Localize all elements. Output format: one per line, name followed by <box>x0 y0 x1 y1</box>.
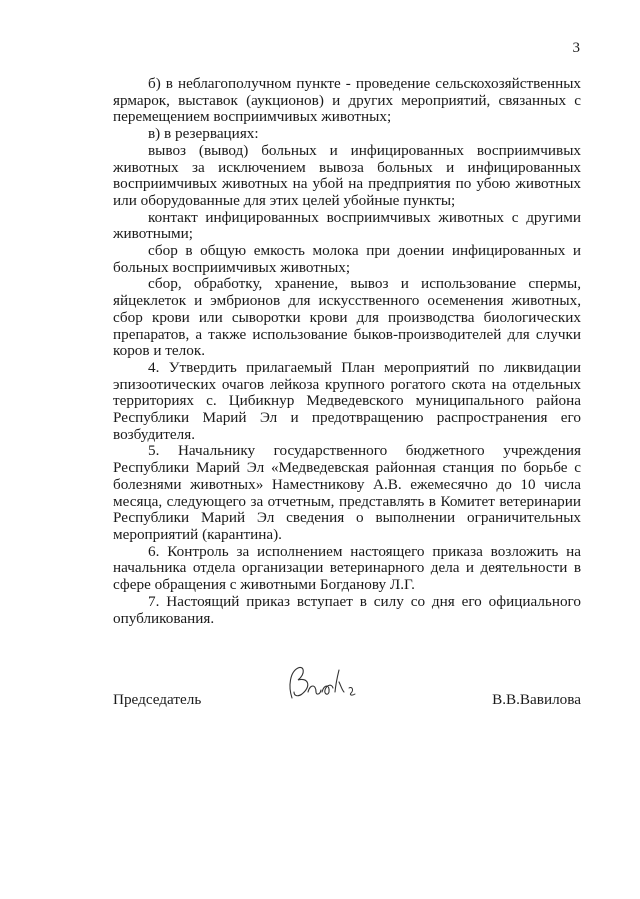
paragraph-4-plan: 4. Утвердить прилагаемый План мероприятий по ликвидации эпизоотических очагов лейкоза крупного рогатого скота на отдельных территориях с. Цибикнур Медведевского муниципального района Республики Марий Эл и предотвращению распространения его возбудителя. <box>113 358 581 443</box>
paragraph-6-control: 6. Контроль за исполнением настоящего приказа возложить на начальника отдела организации ветеринарного дела и деятельности в сфере обращения с животными Богданову Л.Г. <box>113 542 581 594</box>
paragraph-export-animals: вывоз (вывод) больных и инфицированных восприимчивых животных за исключением вывоза больных и инфицированных восприимчивых животных на убой на предприятия по убою животных или оборудованные для этих целей убойные пункты; <box>113 141 581 209</box>
paragraph-contact-animals: контакт инфицированных восприимчивых животных с другими животными; <box>113 208 581 243</box>
document-body <box>113 76 581 627</box>
paragraph-5-reporting: 5. Начальнику государственного бюджетного учреждения Республики Марий Эл «Медведевская районная станция по борьбе с болезнями животных» Наместникову А.В. ежемесячно до 10 числа месяца, следующего за отчетным, представлять в Комитет ветеринарии Республики Марий Эл сведения о выполнении ограничительных мероприятий (карантина). <box>113 442 581 543</box>
paragraph-7-effective: 7. Настоящий приказ вступает в силу со дня его официального опубликования. <box>113 592 581 627</box>
paragraph-item-b: б) в неблагополучном пункте - проведение сельскохозяйственных ярмарок, выставок (аукционов) и других мероприятий, связанных с перемещением восприимчивых животных; <box>113 75 581 126</box>
signatory-name: В.В.Вавилова <box>492 691 581 708</box>
page-number: 3 <box>572 40 580 56</box>
paragraph-sperm-collection: сбор, обработку, хранение, вывоз и использование спермы, яйцеклеток и эмбрионов для искусственного осеменения животных, сбор крови или сыворотки крови для производства биологических препаратов, а также использование быков-производителей для случки коров и телок. <box>113 275 581 360</box>
handwritten-signature <box>278 662 358 704</box>
paragraph-milk-collection: сбор в общую емкость молока при доении инфицированных и больных восприимчивых животных; <box>113 242 581 276</box>
signatory-title: Председатель <box>113 691 202 708</box>
paragraph-item-v: в) в резервациях: <box>148 125 259 143</box>
